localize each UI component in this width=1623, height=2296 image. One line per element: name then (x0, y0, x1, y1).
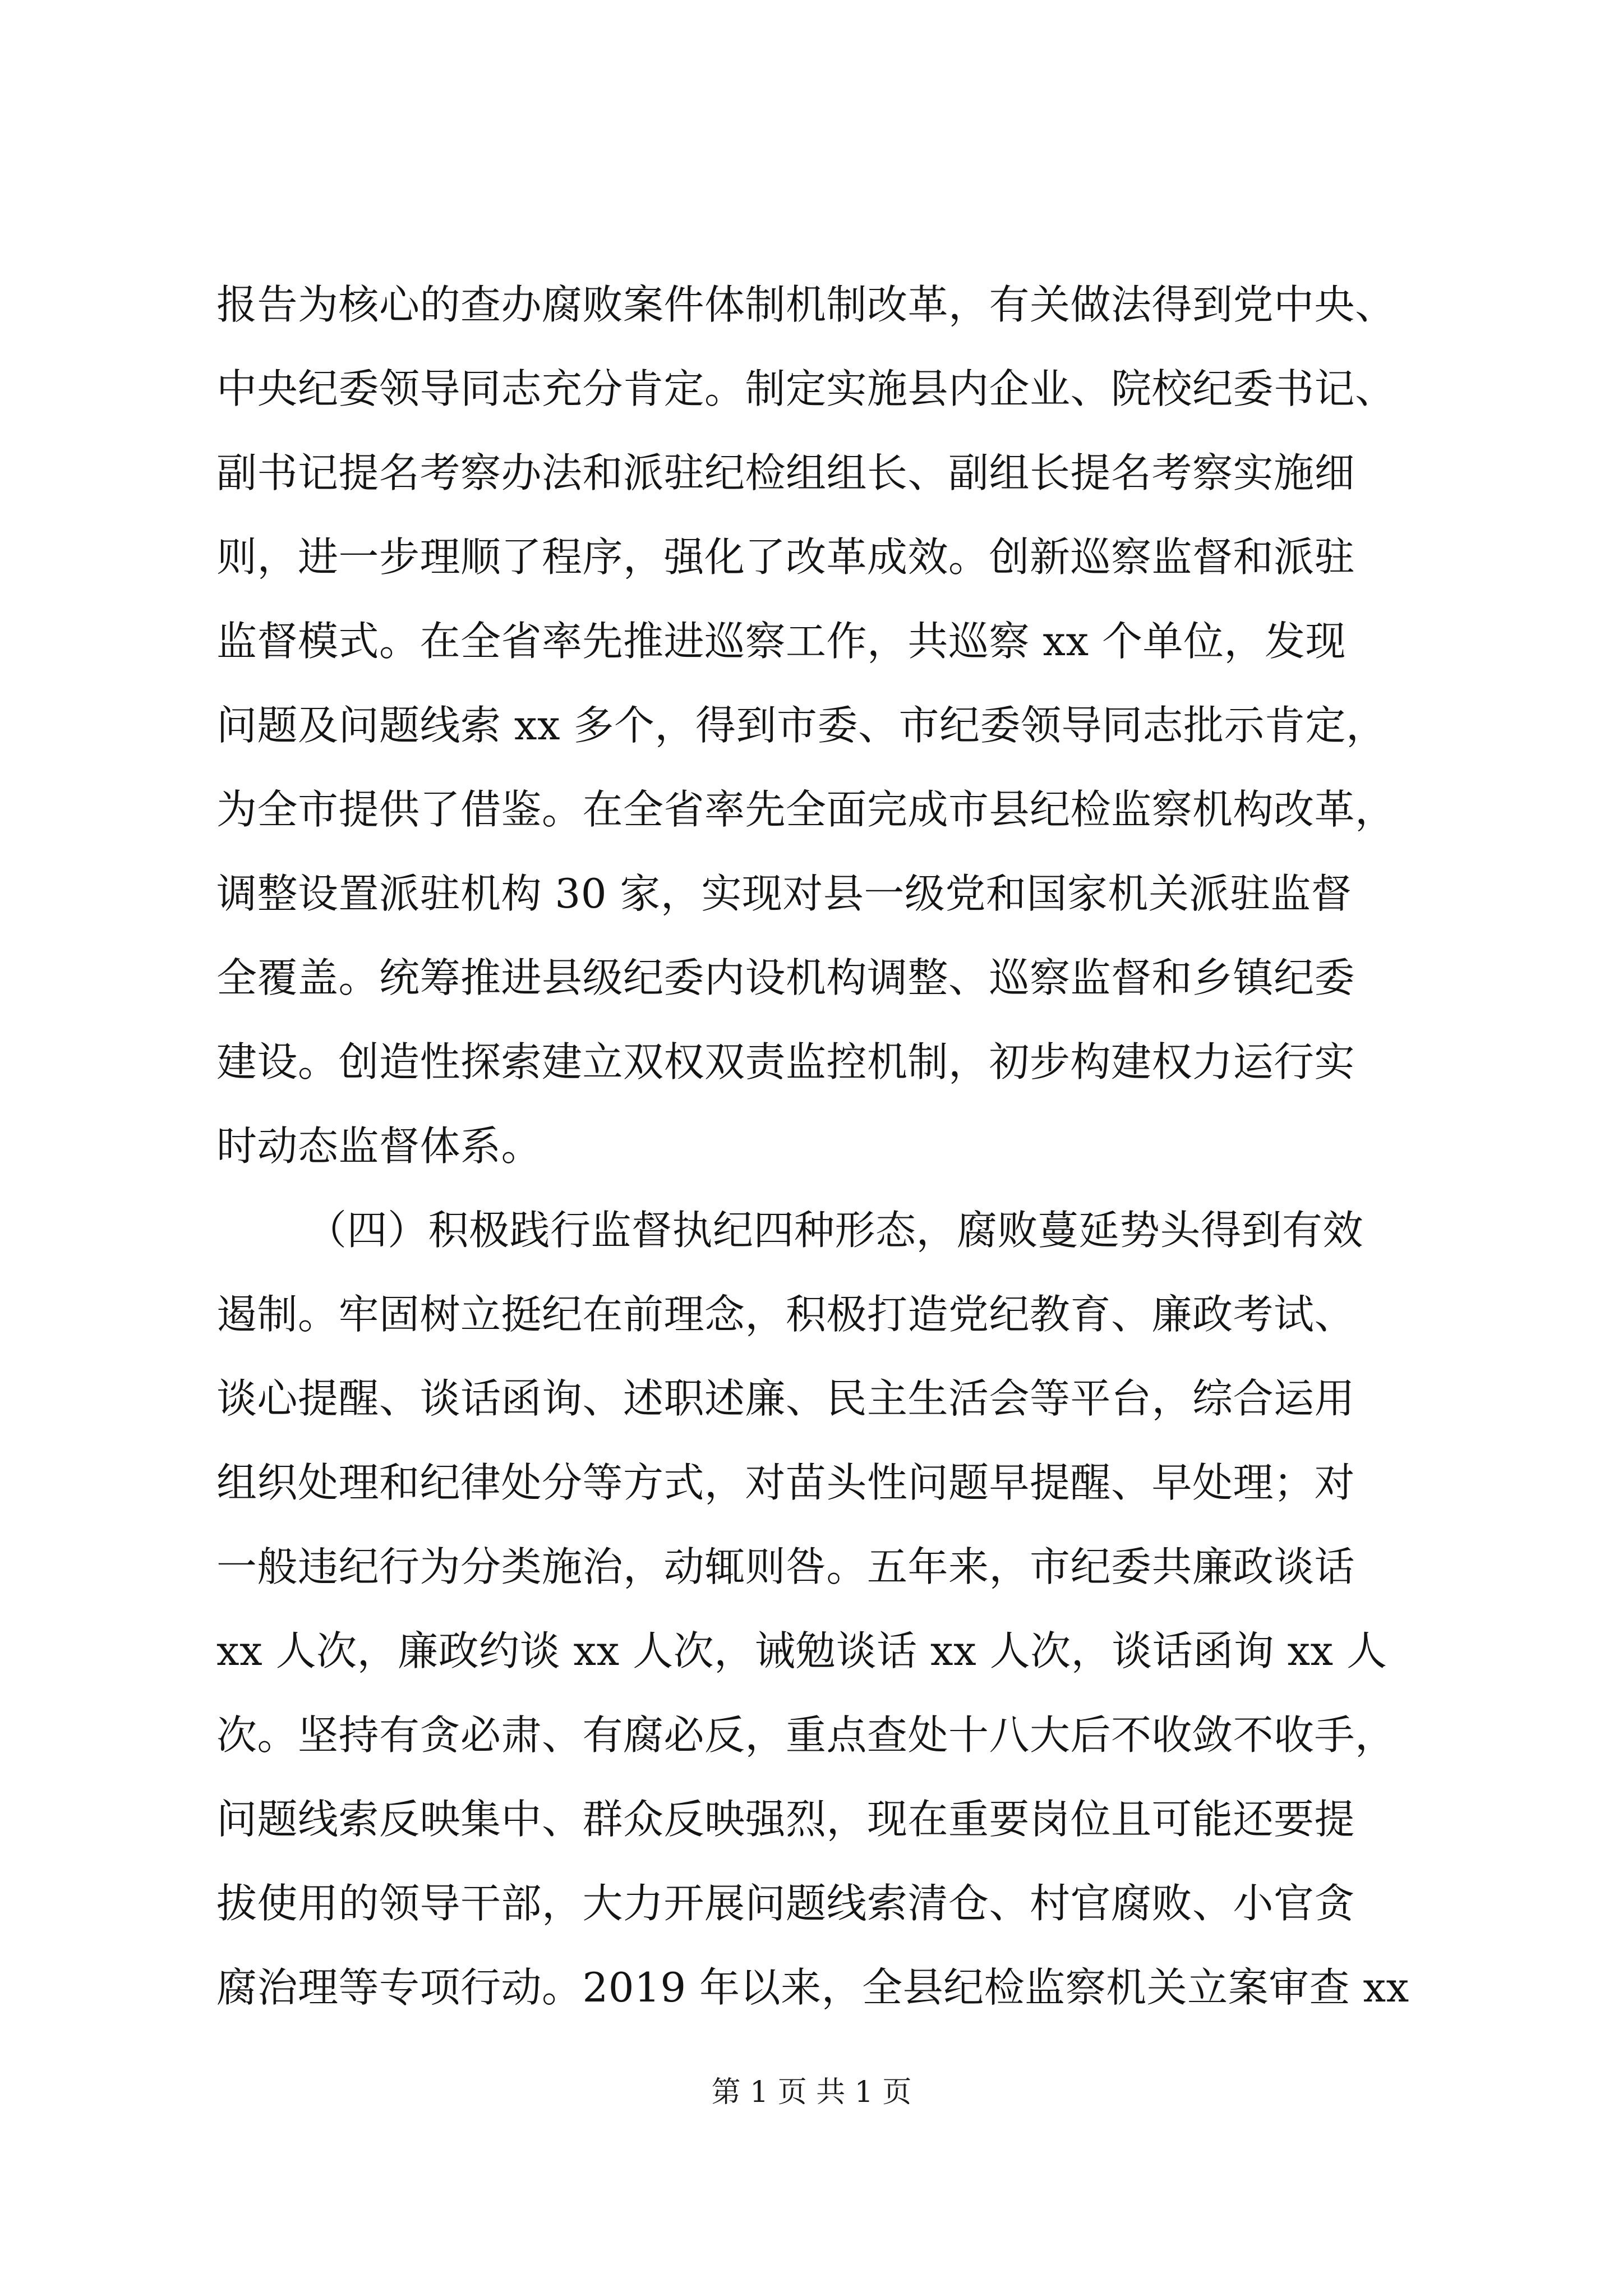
text-line: 时动态监督体系。 (216, 1122, 542, 1170)
text-line: xx 人次，廉政约谈 xx 人次，诫勉谈话 xx 人次，谈话函询 xx 人 (216, 1627, 1387, 1674)
text-line: 调整设置派驻机构 30 家，实现对县一级党和国家机关派驻监督 (216, 870, 1352, 917)
body-text (216, 263, 1506, 2030)
text-line: 全覆盖。统筹推进县级纪委内设机构调整、巡察监督和乡镇纪委 (216, 954, 1355, 1001)
text-line: 组织处理和纪律处分等方式，对苗头性问题早提醒、早处理；对 (216, 1459, 1355, 1506)
text-line: 拔使用的领导干部，大力开展问题线索清仓、村官腐败、小官贪 (216, 1880, 1355, 1927)
text-line: 建设。创造性探索建立双权双责监控机制，初步构建权力运行实 (216, 1038, 1355, 1085)
text-line: 副书记提名考察办法和派驻纪检组组长、副组长提名考察实施细 (216, 449, 1355, 496)
text-line: 次。坚持有贪必肃、有腐必反，重点查处十八大后不收敛不收手， (216, 1711, 1396, 1759)
text-line: 问题及问题线索 xx 多个，得到市委、市纪委领导同志批示肯定， (216, 702, 1387, 749)
text-line: 遏制。牢固树立挺纪在前理念，积极打造党纪教育、廉政考试、 (216, 1291, 1355, 1338)
text-line: 问题线索反映集中、群众反映强烈，现在重要岗位且可能还要提 (216, 1796, 1355, 1843)
page-number-footer: 第 1 页 共 1 页 (711, 2076, 912, 2109)
text-line: 为全市提供了借鉴。在全省率先全面完成市县纪检监察机构改革， (216, 786, 1396, 833)
text-line: 一般违纪行为分类施治，动辄则咎。五年来，市纪委共廉政谈话 (216, 1543, 1355, 1590)
text-line: 中央纪委领导同志充分肯定。制定实施县内企业、院校纪委书记、 (216, 365, 1396, 412)
text-line: 监督模式。在全省率先推进巡察工作，共巡察 xx 个单位，发现 (216, 618, 1346, 665)
text-line: 则，进一步理顺了程序，强化了改革成效。创新巡察监督和派驻 (216, 533, 1355, 581)
section-heading-line: （四）积极践行监督执纪四种形态，腐败蔓延势头得到有效 (306, 1207, 1364, 1254)
text-line: 报告为核心的查办腐败案件体制机制改革，有关做法得到党中央、 (216, 281, 1396, 328)
text-line: 腐治理等专项行动。2019 年以来，全县纪检监察机关立案审查 xx (216, 1964, 1409, 2011)
text-line: 谈心提醒、谈话函询、述职述廉、民主生活会等平台，综合运用 (216, 1375, 1355, 1422)
